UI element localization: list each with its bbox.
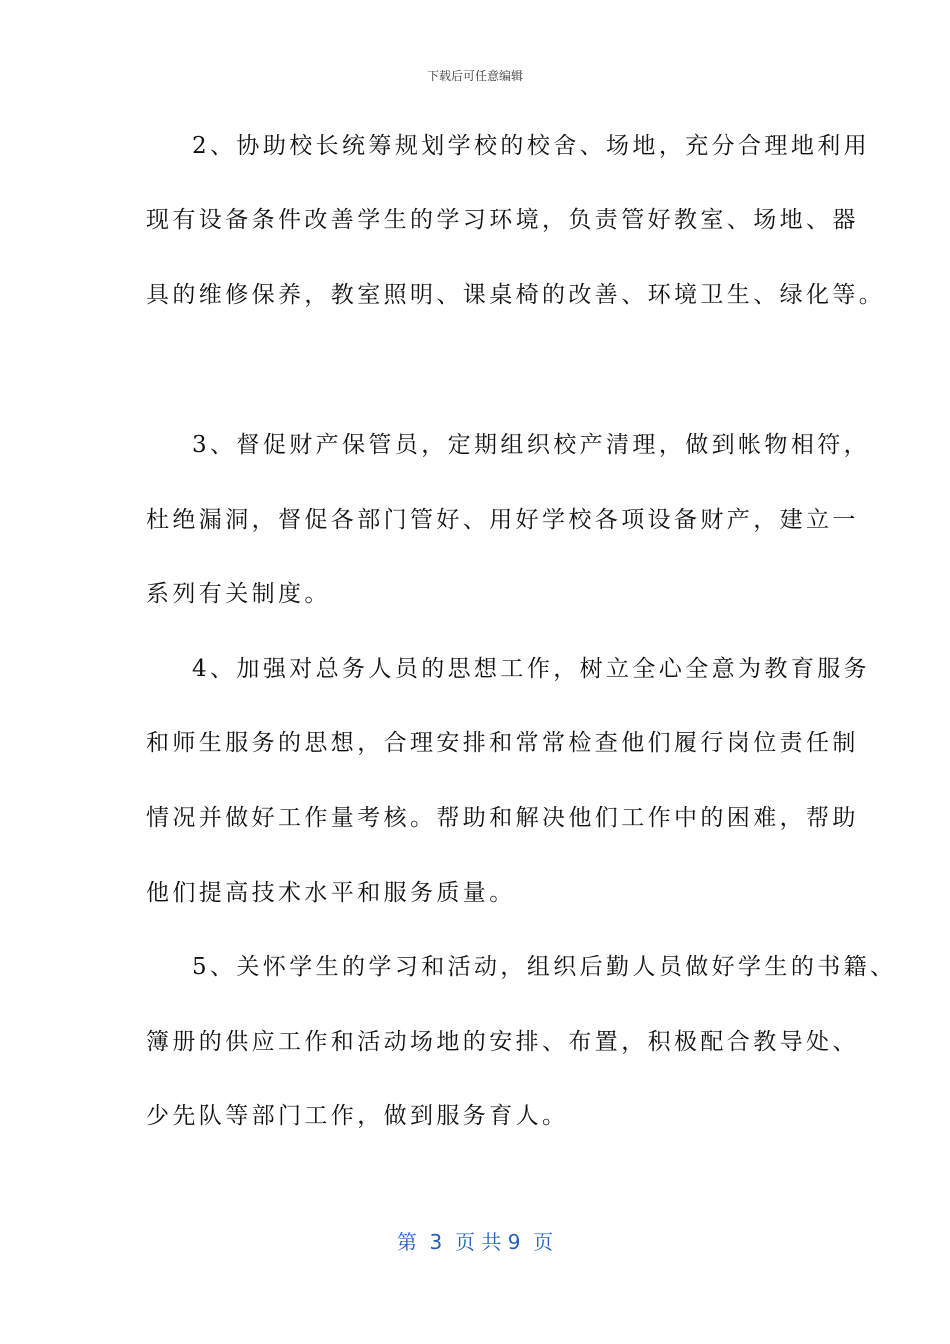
paragraph-4-line-3: 少先队等部门工作，做到服务育人。: [146, 1103, 569, 1129]
paragraph-4-line-2: 簿册的供应工作和活动场地的安排、布置，积极配合教导处、: [146, 1029, 859, 1055]
paragraph-3-line-4: 他们提高技术水平和服务质量。: [146, 880, 516, 906]
paragraph-1-line-3: 具的维修保养，教室照明、课桌椅的改善、环境卫生、绿化等。: [146, 282, 886, 308]
paragraph-2-line-3: 系列有关制度。: [146, 581, 331, 607]
paragraph-4-line-1: 5、关怀学生的学习和活动，组织后勤人员做好学生的书籍、: [192, 954, 897, 980]
paragraph-3-line-1: 4、加强对总务人员的思想工作，树立全心全意为教育服务: [192, 656, 871, 682]
paragraph-3-line-2: 和师生服务的思想，合理安排和常常检查他们履行岗位责任制: [146, 730, 859, 756]
page-number-footer: 第 3 页 共 9 页: [396, 1230, 554, 1254]
paragraph-2-line-2: 杜绝漏洞，督促各部门管好、用好学校各项设备财产，建立一: [146, 507, 859, 533]
paragraph-1-line-1: 2、协助校长统筹规划学校的校舍、场地，充分合理地利用: [192, 133, 871, 159]
paragraph-3-line-3: 情况并做好工作量考核。帮助和解决他们工作中的困难，帮助: [146, 805, 859, 831]
paragraph-1-line-2: 现有设备条件改善学生的学习环境，负责管好教室、场地、器: [146, 207, 859, 233]
paragraph-2-line-1: 3、督促财产保管员，定期组织校产清理，做到帐物相符，: [192, 432, 871, 458]
header-note: 下载后可任意编辑: [426, 69, 523, 83]
